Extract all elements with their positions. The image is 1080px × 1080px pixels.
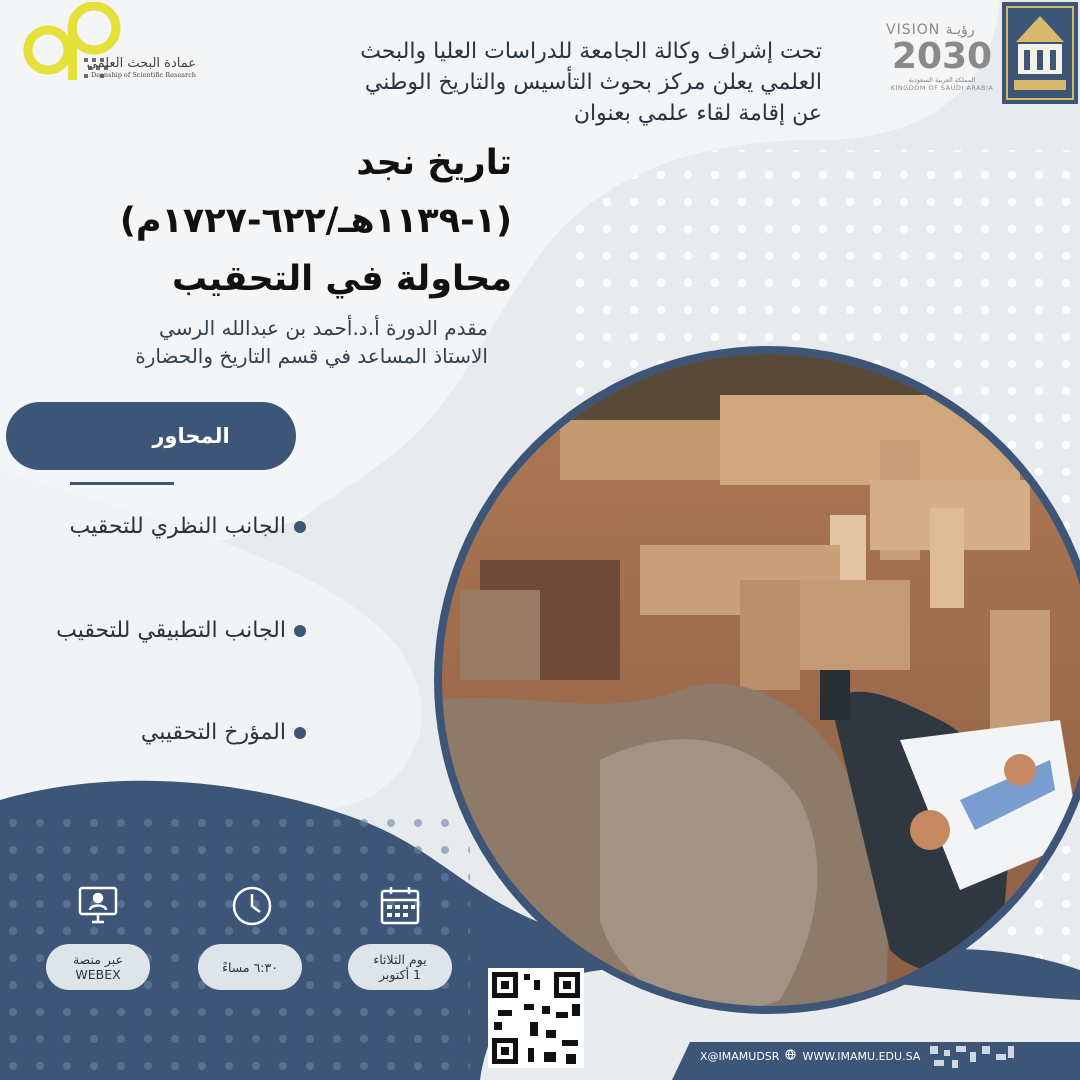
axes-heading: المحاور [152,424,230,448]
announcement-text [262,36,822,129]
bullet-icon [294,521,306,533]
announcement-line: تحت إشراف وكالة الجامعة للدراسات العليا والبحث [360,39,822,64]
computer-user-icon [76,884,120,928]
qr-code[interactable] [488,968,584,1068]
presenter-line-2: الاستاذ المساعد في قسم التاريخ والحضارة [135,344,488,368]
vision-2030-logo: VISION رؤيـة 2030 المملكة العربية السعودية KINGDOM OF SAUDI ARABIA [886,22,994,92]
platform-pill: عبر منصة WEBEX [46,944,150,990]
presenter-line-1: مقدم الدورة أ.د.أحمد بن عبدالله الرسي [159,316,488,340]
axis-item: المؤرخ التحقيبي [141,720,306,745]
website-link[interactable]: WWW.IMAMU.EDU.SA [802,1049,921,1063]
axes-heading-pill [6,402,296,470]
title-line-3: محاولة في التحقيب [171,259,512,299]
axis-item: الجانب التطبيقي للتحقيب [56,618,306,643]
time-pill: ٦:٣٠ مساءً [198,944,302,990]
bullet-icon [294,625,306,637]
title-line-1: تاريخ نجد [356,143,512,183]
announcement-line: عن إقامة لقاء علمي بعنوان [573,101,822,126]
title-line-2: (١-١١٣٩هـ/٦٢٢-١٧٢٧م) [119,201,512,241]
announcement-line: العلمي يعلن مركز بحوث التأسيس والتاريخ الوطني [364,70,822,95]
event-title [12,134,512,308]
clock-icon [230,884,274,928]
presenter-info [8,314,488,370]
imam-university-logo-icon [1002,2,1078,104]
footer-contact [700,1044,928,1068]
globe-icon [785,1049,796,1063]
bullet-icon [294,727,306,739]
date-pill: يوم الثلاثاء 1 أكتوبر [348,944,452,990]
deanship-logo-text: عمادة البحث العلمي Deanship of Scientific Research [86,56,196,79]
twitter-handle[interactable]: X@IMAMUDSR [700,1049,780,1063]
calendar-icon [378,884,422,928]
axes-divider [70,482,174,485]
axis-item: الجانب النظري للتحقيب [70,514,307,539]
